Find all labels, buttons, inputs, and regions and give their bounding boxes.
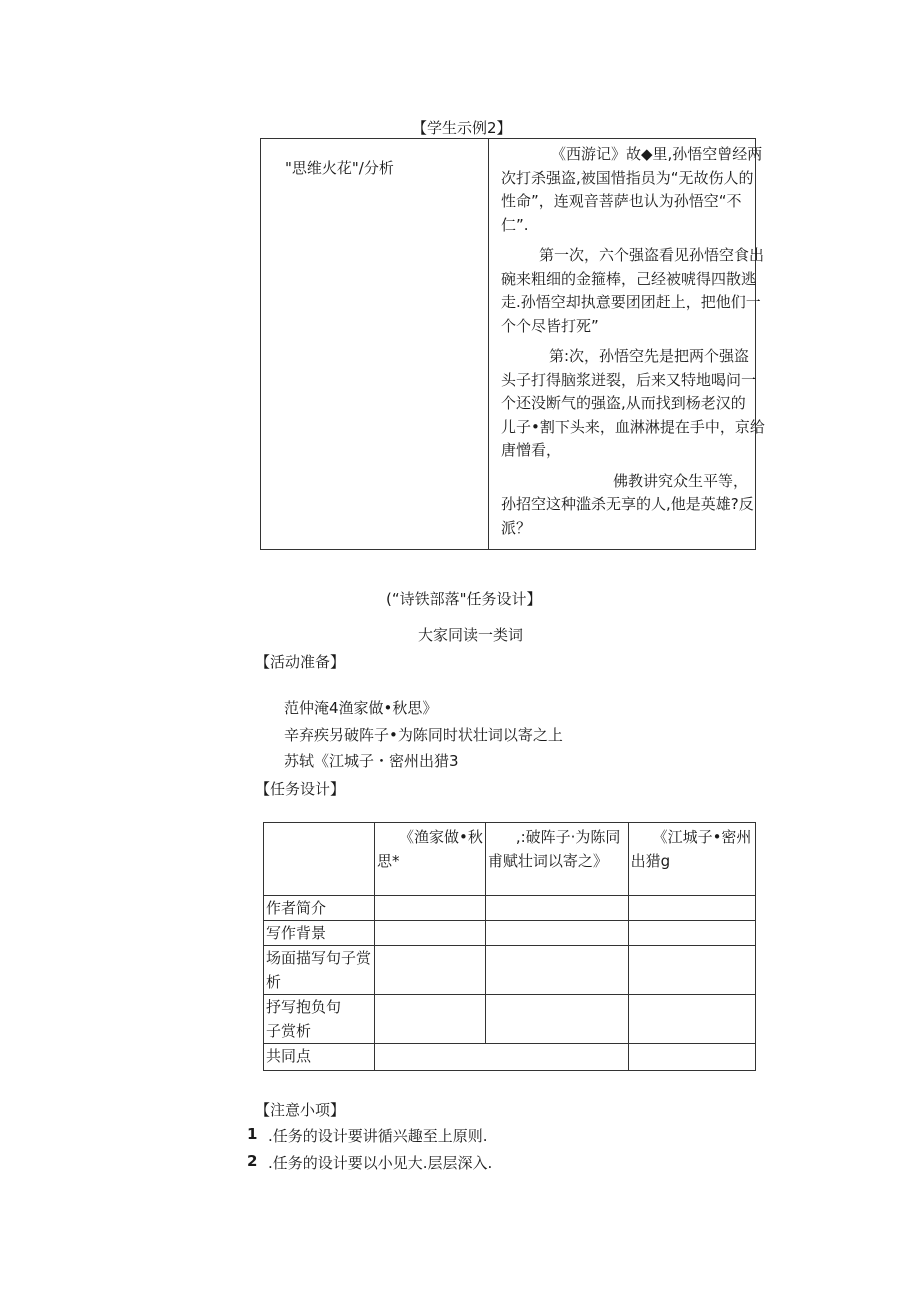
row-label-line: 场面描写句子赏 <box>266 949 372 967</box>
row-label: 写作背景 <box>264 921 375 946</box>
content-line: 次打杀强盗,被国惜指员为“无故伤人的 <box>501 168 754 187</box>
header-line: 《渔家做•秋 <box>398 828 483 846</box>
table-row <box>264 896 756 921</box>
table-cell <box>628 1044 755 1071</box>
content-line: 走.孙悟空却执意要团团赶上，把他们一 <box>501 293 761 311</box>
poem-item: 苏轼《江城子・密州出猎3 <box>284 752 459 770</box>
note-text: .任务的设计要讲循兴趣至上原则. <box>268 1127 488 1145</box>
table-divider <box>488 139 489 549</box>
table-cell <box>485 921 628 946</box>
row-label <box>264 946 375 995</box>
row-label: 作者简介 <box>264 896 375 921</box>
header-line: 思* <box>376 852 400 870</box>
table-cell <box>374 995 485 1044</box>
student-example-table <box>260 138 765 550</box>
header-cell <box>485 823 628 896</box>
table-cell <box>264 823 375 896</box>
table-cell <box>374 946 485 995</box>
notes-heading: 【注意小项】 <box>255 1101 346 1119</box>
table-row <box>264 823 756 896</box>
header-cell <box>628 823 755 896</box>
content-line: 个个尽皆打死” <box>501 316 599 335</box>
row-label: 共同点 <box>264 1044 375 1071</box>
table-row <box>264 946 756 995</box>
header-line: 《江城子•密州 <box>652 828 752 846</box>
poem-item: 辛弃疾另破阵子•为陈同时状壮词以寄之上 <box>284 726 563 744</box>
student-example-heading: 【学生示例2】 <box>412 119 512 137</box>
header-line: 出猎g <box>630 852 671 870</box>
row-label-line: 析 <box>266 973 282 991</box>
table-cell <box>374 896 485 921</box>
content-line: 性命”，连观音菩萨也认为孙悟空“不 <box>501 192 742 210</box>
table-row <box>264 995 756 1044</box>
content-line: 儿子•割下头来，血淋淋提在手中，京给 <box>501 417 765 436</box>
content-line: 第一次，六个强盗看见孙悟空食出 <box>539 246 765 264</box>
table-cell <box>628 995 755 1044</box>
content-line: 唐憎看， <box>501 441 562 459</box>
header-cell <box>374 823 485 896</box>
content-line: 佛教讲究众生平等， <box>613 471 749 490</box>
table-cell <box>374 921 485 946</box>
content-line: 碗来粗细的金箍棒，己经被唬得四散逃 <box>501 269 757 288</box>
analysis-label: "思维火花"/分析 <box>285 159 394 177</box>
row-label-line: 子赏析 <box>266 1022 312 1040</box>
table-cell <box>485 946 628 995</box>
note-text: .任务的设计要以小见大.层层深入. <box>268 1154 493 1172</box>
row-label-line: 抒写抱负句 <box>266 998 342 1016</box>
task-design-table <box>263 822 756 1071</box>
header-line: 甫赋壮词以寄之》 <box>487 852 608 870</box>
task-subtitle: 大家同读一类词 <box>418 626 524 644</box>
content-line: 个还没断气的强盗,从而找到杨老汉的 <box>501 394 746 412</box>
content-line: 派？ <box>501 518 532 537</box>
content-line: 《西游记》故◆里,孙悟空曾经两 <box>551 145 763 163</box>
table-row <box>264 921 756 946</box>
task-design-heading: 【任务设计】 <box>255 780 346 798</box>
content-line: 孙招空这种滥杀无享的人,他是英雄?反 <box>501 495 754 513</box>
table-row <box>264 1044 756 1071</box>
header-line: ,:破阵子·为陈同 <box>515 828 621 846</box>
table-cell <box>374 1044 628 1071</box>
note-number: 2 <box>247 1152 258 1170</box>
content-line: 头子打得脑浆迸裂，后来又特地喝问一 <box>501 370 757 389</box>
note-number: 1 <box>247 1125 258 1143</box>
poem-item: 范仲淹4渔家做•秋思》 <box>284 699 438 717</box>
analysis-content <box>501 143 765 540</box>
table-cell <box>485 995 628 1044</box>
activity-prep-heading: 【活动准备】 <box>255 653 346 671</box>
table-cell <box>628 946 755 995</box>
table-cell <box>485 896 628 921</box>
content-line: 仁”. <box>501 215 529 234</box>
table-cell <box>628 896 755 921</box>
task-design-title: (“诗铁部落"任务设计】 <box>386 590 542 608</box>
row-label <box>264 995 375 1044</box>
content-line: 第:次，孙悟空先是把两个强盗 <box>549 347 750 365</box>
table-cell <box>628 921 755 946</box>
